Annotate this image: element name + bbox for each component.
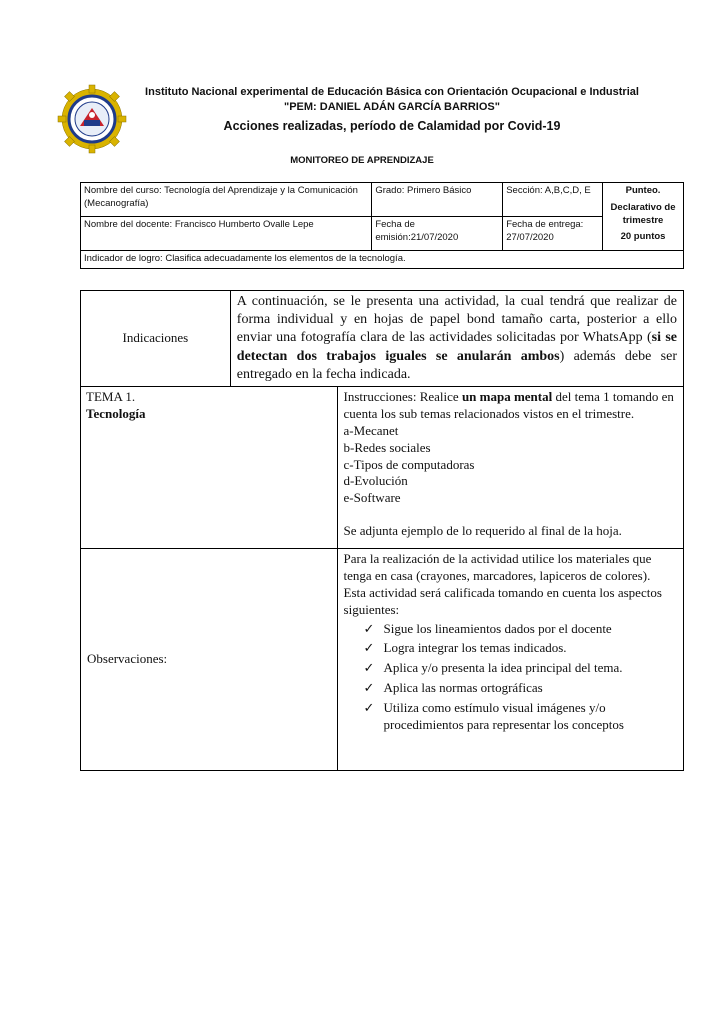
attachment-note: Se adjunta ejemplo de lo requerido al final de la hoja. <box>343 523 622 539</box>
instrucciones-text <box>344 389 677 423</box>
indicaciones-text-1: A continuación, se le presenta una actividad, la cual tendrá que realizar de forma individual y en hojas de papel bond tamaño carta, posterior a ello enviar una fotografía clara de las actividades solicitadas por WhatsApp ( <box>236 294 677 346</box>
subtopic-item: b-Redes sociales <box>343 439 431 455</box>
instrucciones-prefix: Instrucciones: Realice <box>343 388 462 404</box>
grade-cell: Grado: Primero Básico <box>372 183 503 217</box>
pem-name: "PEM: DANIEL ADÁN GARCÍA BARRIOS" <box>284 101 500 113</box>
monitoreo-title: MONITOREO DE APRENDIZAJE <box>290 155 434 166</box>
institution-name: Instituto Nacional experimental de Educación Básica con Orientación Ocupacional e Industrial <box>145 86 639 98</box>
criteria-list <box>344 621 677 734</box>
criteria-item <box>364 621 677 638</box>
indicaciones-text-cell <box>230 291 683 387</box>
criteria-item <box>364 660 677 677</box>
course-name-cell: Nombre del curso: Tecnología del Aprendizaje y la Comunicación (Mecanografía) <box>81 183 372 217</box>
criteria-text: Aplica las normas ortográficas <box>383 680 543 696</box>
section-cell: Sección: A,B,C,D, E <box>503 183 603 217</box>
tema-title: Tecnología <box>86 405 146 421</box>
instrucciones-cell <box>337 386 683 548</box>
checkmark-icon: ✓ <box>363 620 375 636</box>
tema-cell <box>81 386 338 548</box>
school-gear-emblem-icon <box>57 84 127 154</box>
observaciones-label-cell <box>81 548 338 770</box>
document-header <box>130 86 654 133</box>
course-info-table <box>80 182 684 269</box>
tema-number: TEMA 1. <box>86 388 136 404</box>
punteo-label: Punteo. <box>625 185 661 196</box>
subtopic-item: c-Tipos de computadoras <box>343 456 475 472</box>
criteria-item <box>364 640 677 657</box>
criteria-item <box>364 680 677 697</box>
criteria-text: Logra integrar los temas indicados. <box>383 640 567 656</box>
checkmark-icon: ✓ <box>363 640 375 656</box>
materials-text: Para la realización de la actividad utilice los materiales que tenga en casa (crayones, marcadores, lapiceros de colores). <box>343 550 652 583</box>
checkmark-icon: ✓ <box>363 700 375 716</box>
indicaciones-label-cell <box>81 291 231 387</box>
observaciones-label: Observaciones: <box>87 650 168 666</box>
teacher-name-cell: Nombre del docente: Francisco Humberto Ovalle Lepe <box>81 217 372 251</box>
instrucciones-suffix: del tema 1 tomando en cuenta los sub temas relacionados vistos en el trimestre. <box>343 388 674 421</box>
indicator-cell: Indicador de logro: Clasifica adecuadamente los elementos de la tecnología. <box>81 251 684 269</box>
subtopic-item: a-Mecanet <box>343 422 399 438</box>
indicaciones-text-2: ) además debe ser entregado en la fecha indicada. <box>236 348 677 382</box>
school-logo <box>57 84 127 154</box>
delivery-date-cell: Fecha de entrega: 27/07/2020 <box>503 217 603 251</box>
actions-title: Acciones realizadas, período de Calamidad por Covid-19 <box>223 119 561 133</box>
subtopic-item: e-Software <box>343 490 401 506</box>
observaciones-cell <box>337 548 683 770</box>
criteria-item <box>364 700 677 734</box>
criteria-text: Sigue los lineamientos dados por el docente <box>383 620 612 636</box>
subtopic-item: d-Evolución <box>343 473 408 489</box>
indicaciones-warning: si se detectan dos trabajos iguales se anularán ambos <box>236 330 677 364</box>
checkmark-icon: ✓ <box>363 680 375 696</box>
punteo-cell <box>603 183 684 251</box>
instrucciones-bold: un mapa mental <box>461 388 553 404</box>
grading-intro: Esta actividad será calificada tomando en cuenta los aspectos siguientes: <box>343 584 662 617</box>
declarativo-label: Declarativo de trimestre <box>610 201 676 226</box>
criteria-text: Aplica y/o presenta la idea principal del tema. <box>383 660 623 676</box>
criteria-text: Utiliza como estímulo visual imágenes y/o procedimientos para representar los conceptos <box>383 700 624 732</box>
checkmark-icon: ✓ <box>363 660 375 676</box>
issue-date-cell: Fecha de emisión:21/07/2020 <box>372 217 503 251</box>
activity-table <box>80 290 684 771</box>
indicaciones-label: Indicaciones <box>122 329 189 345</box>
points-label: 20 puntos <box>620 231 666 243</box>
